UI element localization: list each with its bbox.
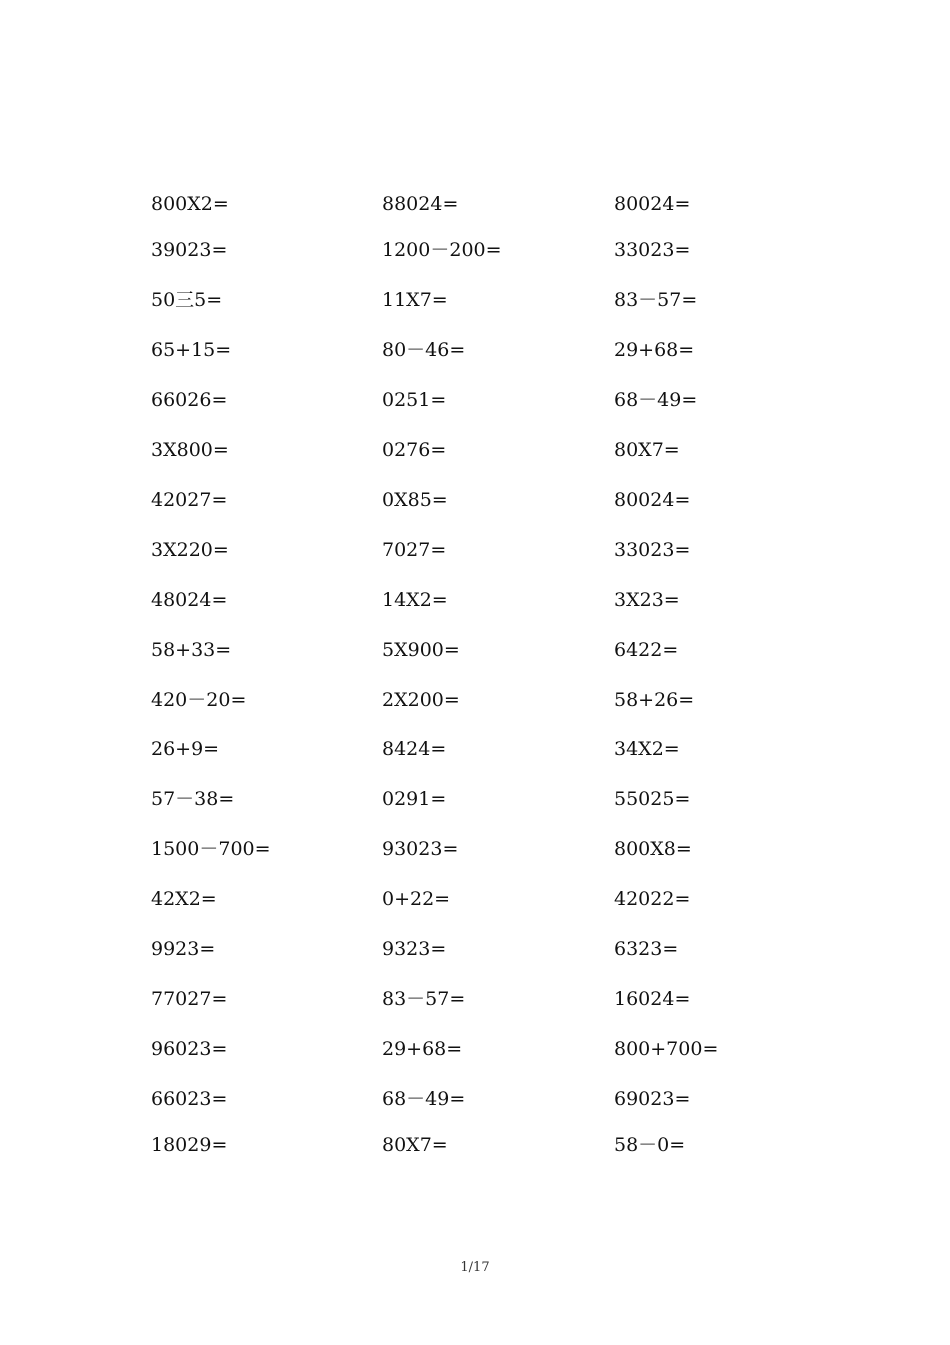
problem-item: 66023= [151,1088,228,1110]
problem-item: 26+9= [151,738,220,760]
problem-item: 0276= [382,439,447,461]
problem-item: 0X85= [382,489,448,511]
problem-item: 58－0= [614,1134,686,1156]
problem-item: 68－49= [614,389,698,411]
problem-item: 33023= [614,539,691,561]
problem-item: 55025= [614,788,691,810]
problem-row [0,285,950,315]
problem-item: 3X23= [614,589,680,611]
problem-row [0,1130,950,1160]
problem-item: 48024= [151,589,228,611]
problem-item: 2X200= [382,689,460,711]
problem-item: 800X2= [151,193,229,215]
problem-item: 7027= [382,539,447,561]
problem-item: 9923= [151,938,216,960]
problem-item: 88024= [382,193,459,215]
problem-row [0,335,950,365]
problem-row [0,884,950,914]
problem-item: 69023= [614,1088,691,1110]
problem-row [0,535,950,565]
problem-item: 16024= [614,988,691,1010]
page-number: 1/17 [460,1260,490,1275]
problem-row [0,235,950,265]
problem-row [0,635,950,665]
problem-row [0,385,950,415]
problem-item: 42027= [151,489,228,511]
problem-item: 3X220= [151,539,229,561]
problem-item: 1200－200= [382,239,502,261]
problem-item: 8424= [382,738,447,760]
problem-item: 14X2= [382,589,448,611]
problem-item: 0251= [382,389,447,411]
problem-item: 42X2= [151,888,217,910]
problem-row [0,585,950,615]
problem-item: 80024= [614,489,691,511]
problem-item: 68－49= [382,1088,466,1110]
problem-row [0,189,950,219]
problem-item: 9323= [382,938,447,960]
problem-item: 83－57= [614,289,698,311]
problem-item: 80－46= [382,339,466,361]
problem-item: 11X7= [382,289,448,311]
problem-item: 800+700= [614,1038,719,1060]
problem-item: 29+68= [614,339,695,361]
problem-item: 83－57= [382,988,466,1010]
problem-item: 420－20= [151,689,247,711]
problem-item: 58+33= [151,639,232,661]
problem-item: 50三5= [151,289,223,311]
problem-item: 58+26= [614,689,695,711]
problem-row [0,784,950,814]
problem-item: 34X2= [614,738,680,760]
problem-item: 42022= [614,888,691,910]
problem-item: 800X8= [614,838,692,860]
problem-item: 93023= [382,838,459,860]
problem-item: 29+68= [382,1038,463,1060]
problem-row [0,984,950,1014]
problem-item: 80X7= [382,1134,448,1156]
problem-item: 1500－700= [151,838,271,860]
problem-row [0,934,950,964]
problem-item: 65+15= [151,339,232,361]
problem-item: 3X800= [151,439,229,461]
problem-item: 6323= [614,938,679,960]
problem-item: 5X900= [382,639,460,661]
problem-row [0,834,950,864]
problem-item: 57－38= [151,788,235,810]
problem-item: 18029= [151,1134,228,1156]
problem-item: 66026= [151,389,228,411]
problem-item: 80024= [614,193,691,215]
problem-row [0,1034,950,1064]
problem-item: 80X7= [614,439,680,461]
problem-item: 0+22= [382,888,451,910]
problem-item: 33023= [614,239,691,261]
problem-row [0,1084,950,1114]
problem-item: 77027= [151,988,228,1010]
problem-item: 96023= [151,1038,228,1060]
problem-item: 6422= [614,639,679,661]
problem-item: 39023= [151,239,228,261]
problem-row [0,435,950,465]
problem-item: 0291= [382,788,447,810]
problem-row [0,685,950,715]
problem-row [0,485,950,515]
problem-row [0,734,950,764]
